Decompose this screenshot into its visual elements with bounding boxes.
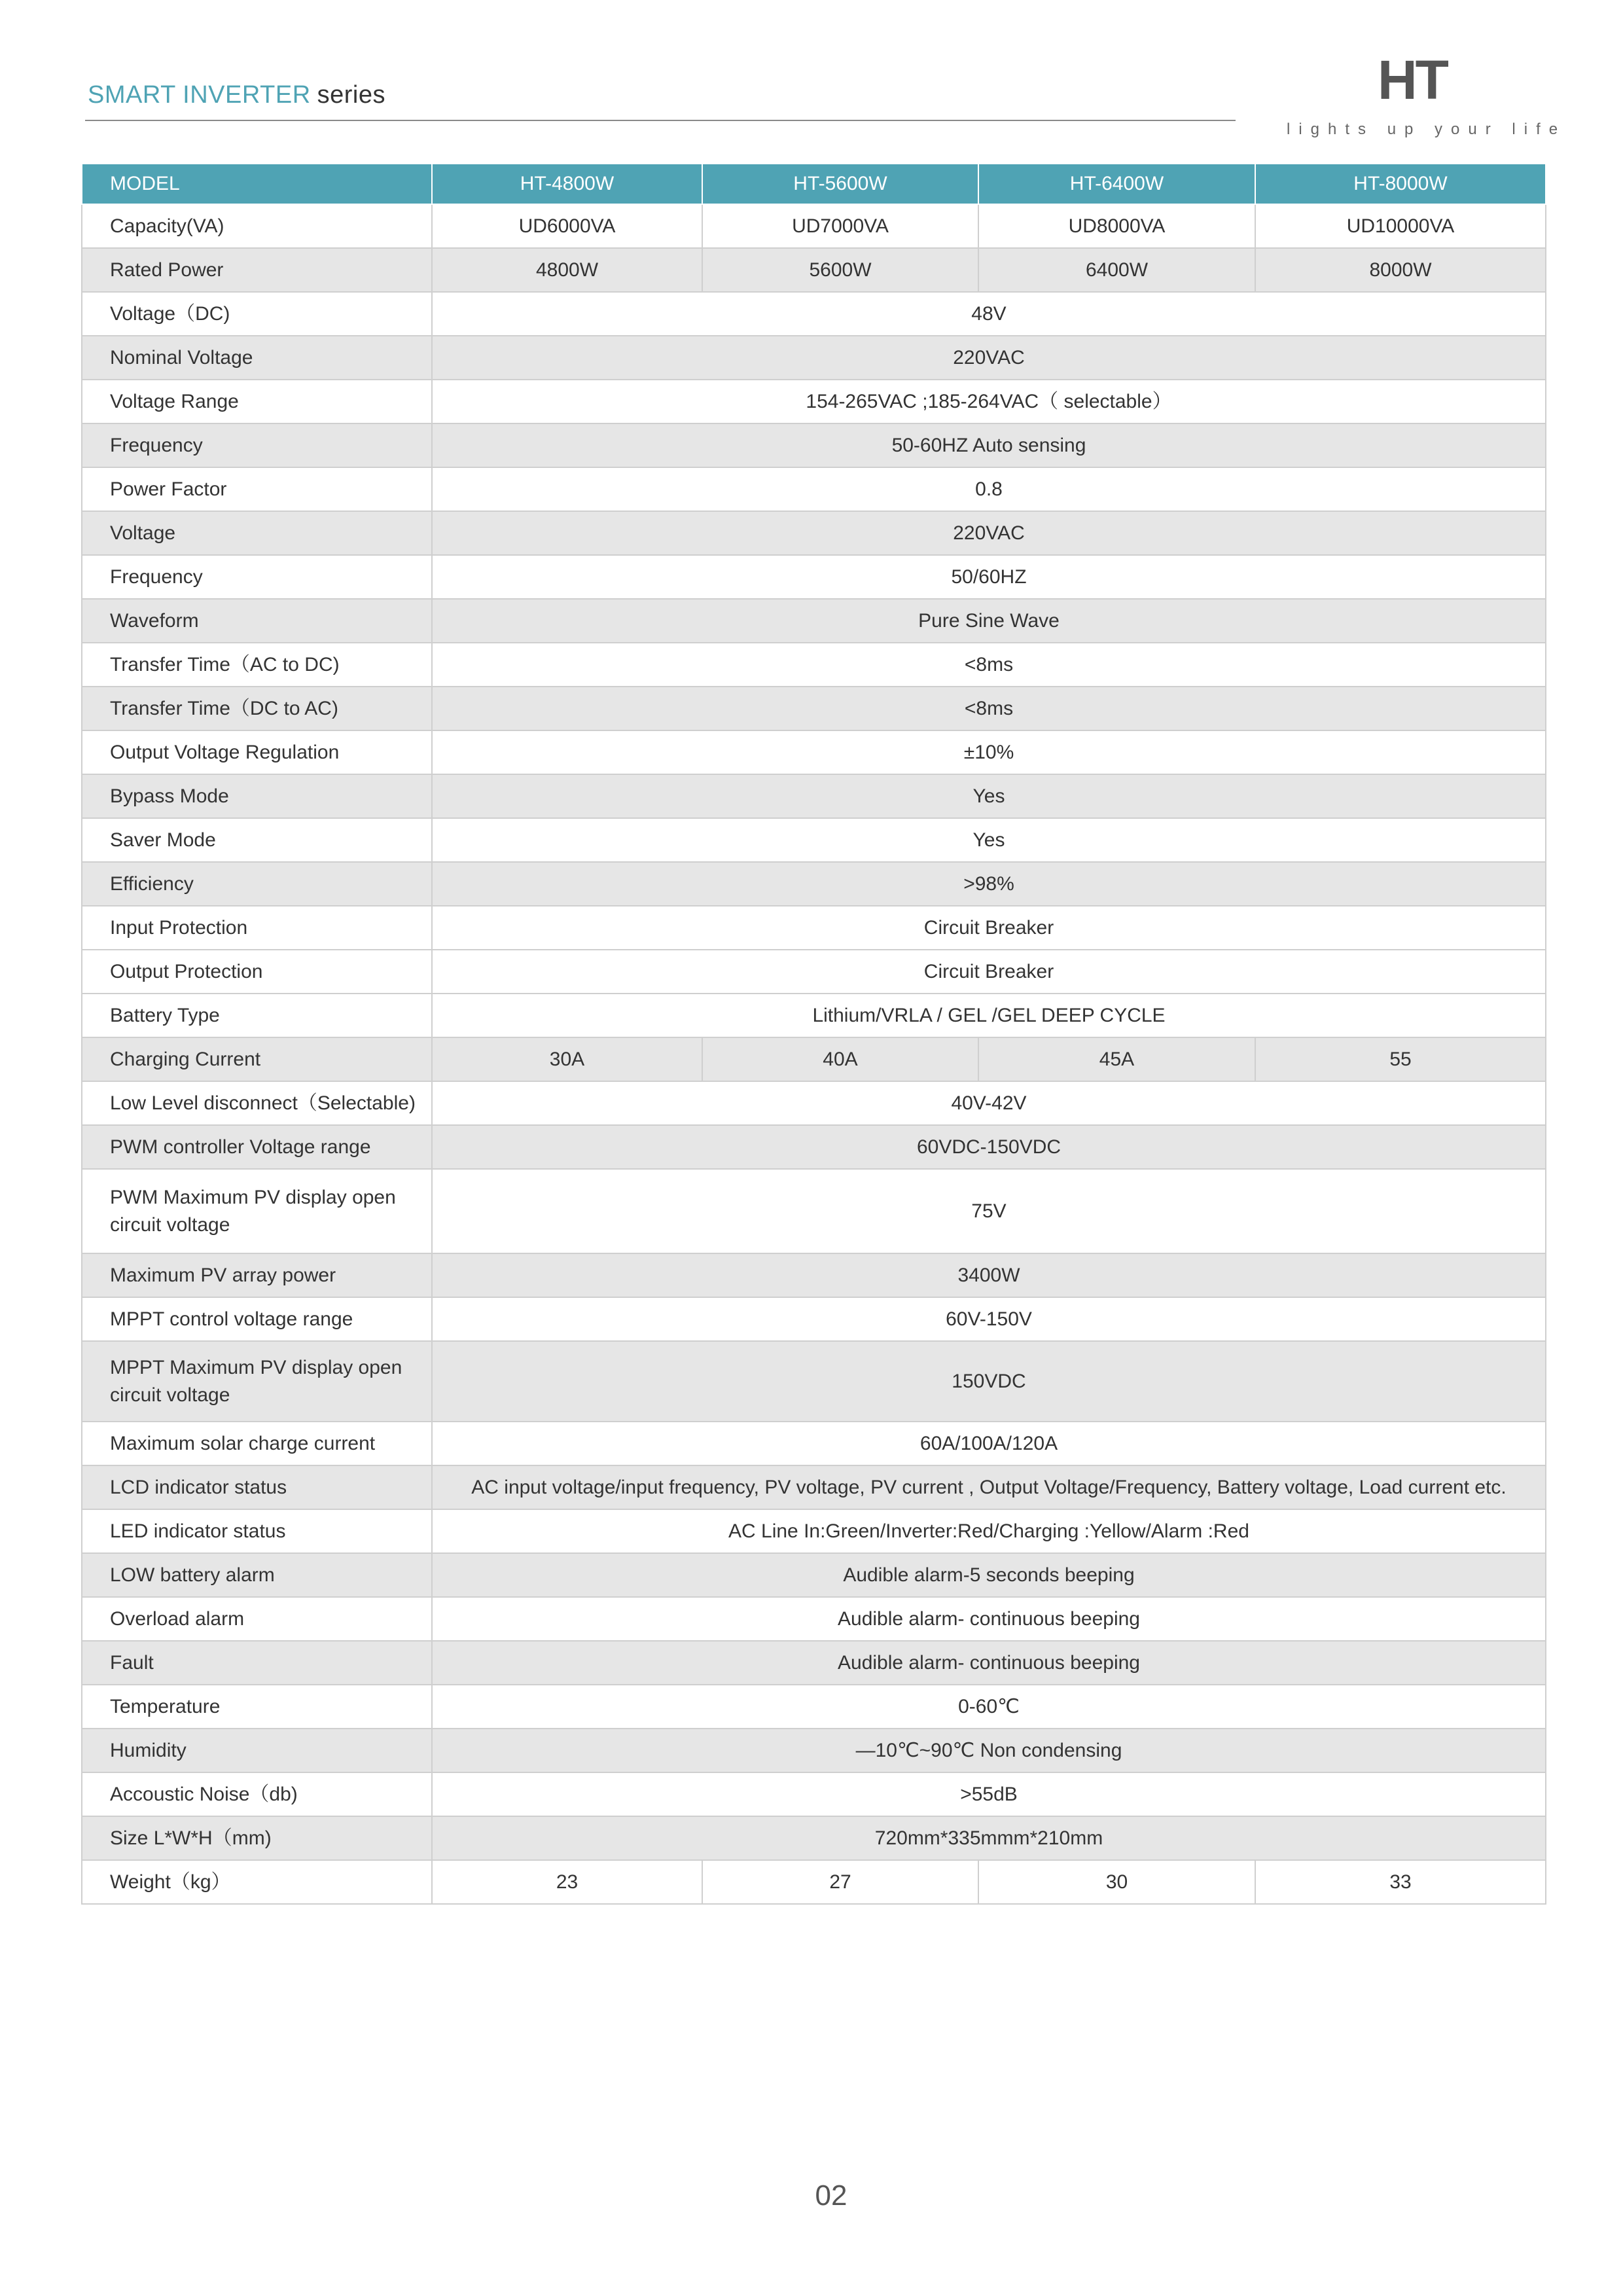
table-row xyxy=(82,204,1546,248)
spec-value: 75V xyxy=(432,1169,1546,1253)
spec-label: LOW battery alarm xyxy=(82,1553,432,1597)
table-row xyxy=(82,906,1546,950)
spec-label: Waveform xyxy=(82,599,432,643)
spec-value: 55 xyxy=(1255,1037,1546,1081)
spec-value: AC input voltage/input frequency, PV voltage, PV current , Output Voltage/Frequency, Battery voltage, Load current etc. xyxy=(432,1465,1546,1509)
spec-value: 50/60HZ xyxy=(432,555,1546,599)
spec-label: Efficiency xyxy=(82,862,432,906)
table-row xyxy=(82,994,1546,1037)
table-row xyxy=(82,1641,1546,1685)
table-row xyxy=(82,1297,1546,1341)
spec-value: Audible alarm- continuous beeping xyxy=(432,1597,1546,1641)
spec-value: UD7000VA xyxy=(702,204,978,248)
model-column-header: HT-5600W xyxy=(702,164,978,204)
table-row xyxy=(82,687,1546,730)
spec-value: 0-60℃ xyxy=(432,1685,1546,1729)
spec-label: PWM Maximum PV display open circuit voltage xyxy=(82,1169,432,1253)
spec-label: Charging Current xyxy=(82,1037,432,1081)
table-row xyxy=(82,1081,1546,1125)
spec-label: Input Protection xyxy=(82,906,432,950)
spec-label: Humidity xyxy=(82,1729,432,1772)
spec-label: Voltage（DC) xyxy=(82,292,432,336)
spec-label: Power Factor xyxy=(82,467,432,511)
spec-label: Saver Mode xyxy=(82,818,432,862)
spec-value: Yes xyxy=(432,818,1546,862)
table-row xyxy=(82,1125,1546,1169)
table-row xyxy=(82,1729,1546,1772)
spec-value: Lithium/VRLA / GEL /GEL DEEP CYCLE xyxy=(432,994,1546,1037)
spec-value: Circuit Breaker xyxy=(432,950,1546,994)
table-row xyxy=(82,467,1546,511)
spec-value: 6400W xyxy=(978,248,1255,292)
spec-label: Fault xyxy=(82,1641,432,1685)
spec-table xyxy=(81,163,1546,1905)
spec-value: AC Line In:Green/Inverter:Red/Charging :Yellow/Alarm :Red xyxy=(432,1509,1546,1553)
table-row xyxy=(82,555,1546,599)
spec-value: 150VDC xyxy=(432,1341,1546,1422)
spec-value: <8ms xyxy=(432,643,1546,687)
spec-label: Weight（kg） xyxy=(82,1860,432,1904)
table-row xyxy=(82,730,1546,774)
table-row xyxy=(82,423,1546,467)
table-row xyxy=(82,1553,1546,1597)
spec-label: Maximum solar charge current xyxy=(82,1422,432,1465)
table-row xyxy=(82,1253,1546,1297)
spec-label: Output Protection xyxy=(82,950,432,994)
brand-tagline: lights up your life xyxy=(1287,120,1567,138)
spec-label: Voltage Range xyxy=(82,380,432,423)
spec-value: Audible alarm- continuous beeping xyxy=(432,1641,1546,1685)
spec-value: 33 xyxy=(1255,1860,1546,1904)
table-row xyxy=(82,1341,1546,1422)
spec-label: Frequency xyxy=(82,423,432,467)
spec-value: 60VDC-150VDC xyxy=(432,1125,1546,1169)
table-row xyxy=(82,1169,1546,1253)
spec-label: LCD indicator status xyxy=(82,1465,432,1509)
spec-value: —10℃~90℃ Non condensing xyxy=(432,1729,1546,1772)
table-header-row xyxy=(82,164,1546,204)
spec-value: 60V-150V xyxy=(432,1297,1546,1341)
model-column-header: HT-4800W xyxy=(432,164,702,204)
model-column-header: HT-8000W xyxy=(1255,164,1546,204)
table-row xyxy=(82,1860,1546,1904)
spec-label: Bypass Mode xyxy=(82,774,432,818)
spec-value: Circuit Breaker xyxy=(432,906,1546,950)
spec-value: 220VAC xyxy=(432,336,1546,380)
spec-value: 0.8 xyxy=(432,467,1546,511)
spec-label: Temperature xyxy=(82,1685,432,1729)
spec-value: 50-60HZ Auto sensing xyxy=(432,423,1546,467)
spec-value: UD8000VA xyxy=(978,204,1255,248)
spec-value: 3400W xyxy=(432,1253,1546,1297)
spec-value: >55dB xyxy=(432,1772,1546,1816)
table-row xyxy=(82,1816,1546,1860)
series-suffix: series xyxy=(317,81,386,109)
spec-value: UD6000VA xyxy=(432,204,702,248)
table-row xyxy=(82,248,1546,292)
spec-label: Transfer Time（DC to AC) xyxy=(82,687,432,730)
spec-label: PWM controller Voltage range xyxy=(82,1125,432,1169)
spec-value: 40V-42V xyxy=(432,1081,1546,1125)
page-title xyxy=(88,81,385,109)
spec-label: Transfer Time（AC to DC) xyxy=(82,643,432,687)
table-row xyxy=(82,774,1546,818)
spec-value: >98% xyxy=(432,862,1546,906)
spec-value: UD10000VA xyxy=(1255,204,1546,248)
spec-label: Size L*W*H（mm) xyxy=(82,1816,432,1860)
spec-value: Audible alarm-5 seconds beeping xyxy=(432,1553,1546,1597)
spec-label: Capacity(VA) xyxy=(82,204,432,248)
spec-label: Output Voltage Regulation xyxy=(82,730,432,774)
table-row xyxy=(82,1685,1546,1729)
table-row xyxy=(82,1597,1546,1641)
spec-value: Pure Sine Wave xyxy=(432,599,1546,643)
spec-value: 8000W xyxy=(1255,248,1546,292)
spec-label: Maximum PV array power xyxy=(82,1253,432,1297)
series-name: SMART INVERTER xyxy=(88,81,311,109)
spec-label: Low Level disconnect（Selectable) xyxy=(82,1081,432,1125)
spec-label: MPPT Maximum PV display open circuit voltage xyxy=(82,1341,432,1422)
header-divider xyxy=(85,120,1236,121)
spec-value: 154-265VAC ;185-264VAC（ selectable） xyxy=(432,380,1546,423)
spec-value: 720mm*335mmm*210mm xyxy=(432,1816,1546,1860)
spec-label: Battery Type xyxy=(82,994,432,1037)
table-row xyxy=(82,1772,1546,1816)
table-row xyxy=(82,1465,1546,1509)
spec-label: MPPT control voltage range xyxy=(82,1297,432,1341)
table-row xyxy=(82,1037,1546,1081)
table-row xyxy=(82,643,1546,687)
spec-value: ±10% xyxy=(432,730,1546,774)
table-row xyxy=(82,336,1546,380)
spec-value: 5600W xyxy=(702,248,978,292)
spec-value: 30 xyxy=(978,1860,1255,1904)
spec-label: Accoustic Noise（db) xyxy=(82,1772,432,1816)
table-row xyxy=(82,1509,1546,1553)
spec-table-body xyxy=(82,204,1546,1904)
model-header: MODEL xyxy=(82,164,432,204)
spec-label: Nominal Voltage xyxy=(82,336,432,380)
table-row xyxy=(82,511,1546,555)
page-number: 02 xyxy=(815,2179,847,2212)
spec-value: 220VAC xyxy=(432,511,1546,555)
spec-label: Frequency xyxy=(82,555,432,599)
spec-value: 45A xyxy=(978,1037,1255,1081)
table-row xyxy=(82,862,1546,906)
table-row xyxy=(82,1422,1546,1465)
table-row xyxy=(82,599,1546,643)
spec-value: 48V xyxy=(432,292,1546,336)
spec-label: LED indicator status xyxy=(82,1509,432,1553)
spec-value: <8ms xyxy=(432,687,1546,730)
spec-label: Rated Power xyxy=(82,248,432,292)
brand-logo: HT xyxy=(1378,49,1447,111)
spec-value: 30A xyxy=(432,1037,702,1081)
spec-value: 40A xyxy=(702,1037,978,1081)
spec-value: 60A/100A/120A xyxy=(432,1422,1546,1465)
spec-value: Yes xyxy=(432,774,1546,818)
table-row xyxy=(82,292,1546,336)
spec-label: Overload alarm xyxy=(82,1597,432,1641)
model-column-header: HT-6400W xyxy=(978,164,1255,204)
spec-value: 23 xyxy=(432,1860,702,1904)
spec-value: 27 xyxy=(702,1860,978,1904)
table-row xyxy=(82,950,1546,994)
table-row xyxy=(82,818,1546,862)
spec-value: 4800W xyxy=(432,248,702,292)
spec-label: Voltage xyxy=(82,511,432,555)
table-row xyxy=(82,380,1546,423)
